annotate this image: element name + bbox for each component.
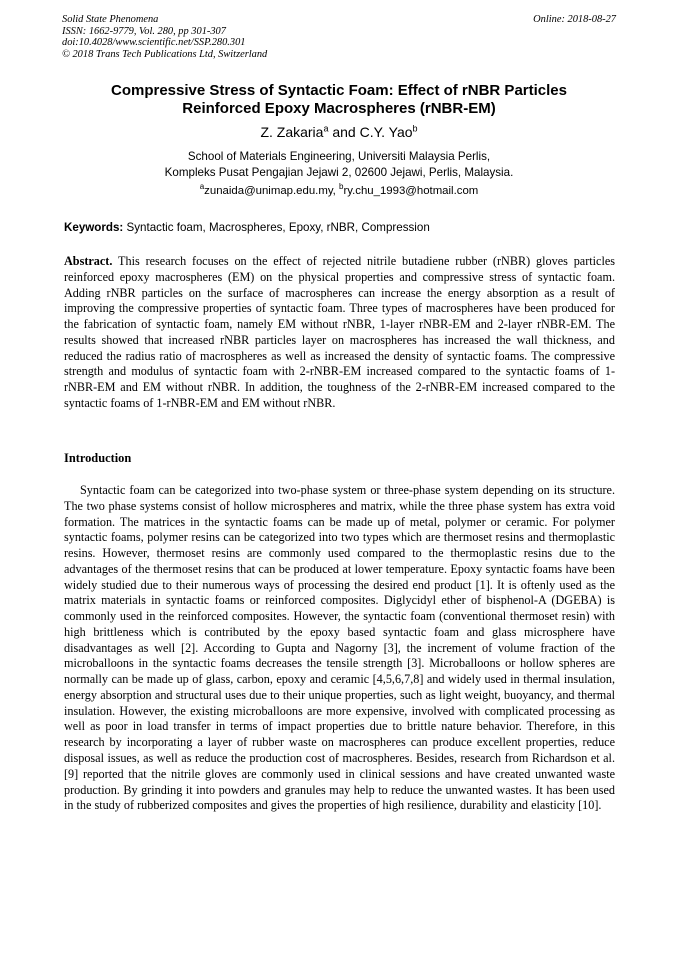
journal-copyright: © 2018 Trans Tech Publications Ltd, Switzerland <box>62 48 268 60</box>
abstract-text: This research focuses on the effect of rejected nitrile butadiene rubber (rNBR) gloves particles reinforced epoxy macrospheres (EM) on the physical properties and compressive stress of syntactic foam. Adding rNBR particles on the surface of macrospheres can increase the energy absorption as a result of improving the compressive properties of syntactic foam. Three types of macrospheres have been produced for the fabrication of syntactic foam, namely EM without rNBR, 1-layer rNBR-EM and 2-layer rNBR-EM. The results showed that increased rNBR particles layer on macrospheres has increased the wall thickness, and reduced the radius ratio of macrospheres as well as increased the density of syntactic foams. The compressive strength and modulus of syntactic foam with 2-rNBR-EM increased compared to the syntactic foams of 1-rNBR-EM and EM without rNBR. In addition, the toughness of the 2-rNBR-EM increased compared to the syntactic foams of 1-rNBR-EM and EM without rNBR. <box>64 254 615 410</box>
author-list <box>40 124 638 141</box>
keywords-label: Keywords: <box>64 221 124 234</box>
author-2: C.Y. Yao <box>359 124 413 140</box>
abstract-label: Abstract. <box>64 254 113 268</box>
abstract <box>64 254 615 412</box>
journal-doi: doi:10.4028/www.scientific.net/SSP.280.301 <box>62 37 246 49</box>
online-date: Online: 2018-08-27 <box>533 14 616 25</box>
paper-title-line-2: Reinforced Epoxy Macrospheres (rNBR-EM) <box>182 100 496 117</box>
email-b-mark: b <box>339 182 344 192</box>
journal-name: Solid State Phenomena <box>62 14 159 25</box>
author-1-affiliation-mark: a <box>323 123 329 134</box>
author-connector: and <box>328 124 360 140</box>
affiliation-line-1: School of Materials Engineering, Universiti Malaysia Perlis, <box>187 150 491 163</box>
affiliation <box>40 149 638 181</box>
introduction-paragraph: Syntactic foam can be categorized into two-phase system or three-phase system depending on its structure. The two phase systems consist of hollow microspheres and matrix, while the three phase system has extra void formation. The matrices in the syntactic foams can be made up of metal, polymer or ceramic. For polymer syntactic foams, polymer resins can be categorized into two types which are thermoset resins and thermoplastic resins. However, thermoset resins are commonly used compared to the thermoplastic resins due to the advantages of the thermoset resins that can be produced at lower temperature. Epoxy syntactic foams have been widely studied due to their numerous ways of processing the desired end product [1]. It is oftenly used as the matrix materials in syntactic foams or reinforced composites. Diglycidyl ether of bisphenol-A (DGEBA) is commonly used in the reinforced composites. However, the syntactic foam (conventional thermoset resin) with high brittleness which is contributed by the epoxy based syntactic foam and glass microsphere have disadvantages as well [2]. According to Gupta and Nagorny [3], the increment of volume fraction of the microballoons in the syntactic foams decreases the tensile strength [3]. Microballoons or hollow spheres are normally can be made up of glass, carbon, epoxy and ceramic [4,5,6,7,8] and widely used in thermal insulation, energy absorption and structural uses due to their unique properties, such as light weight, buoyancy, and thermal insulation. However, the existing microballoons are more expensive, involved with complicated processing as well as poor in load transfer in terms of impact properties due to brittle nature behavior. Therefore, in this research by incorporating a layer of rubber waste on macrospheres can produce excellent properties, reduce disposal issues, as well as reduce the production cost of macrospheres. Besides, research from Richardson et al. [9] reported that the nitrile gloves are commonly used in clinical sessions and have created unwanted waste production. By grinding it into powders and granules may help to reduce the unwanted wastes. It has been used in the study of rubberized composites and gives the properties of high resilience, durability and elasticity [10]. <box>64 483 615 813</box>
paper-title <box>40 82 638 118</box>
email-b[interactable]: ry.chu_1993@hotmail.com <box>343 185 479 197</box>
journal-header <box>62 14 616 60</box>
introduction-heading: Introduction <box>64 451 132 465</box>
keywords-text: Syntactic foam, Macrospheres, Epoxy, rNBR, Compression <box>123 221 430 234</box>
paper-title-line-1: Compressive Stress of Syntactic Foam: Effect of rNBR Particles <box>111 82 567 99</box>
affiliation-line-2: Kompleks Pusat Pengajian Jejawi 2, 02600 Jejawi, Perlis, Malaysia. <box>164 166 514 179</box>
author-emails <box>40 184 638 199</box>
email-a-mark: a <box>199 182 205 192</box>
journal-issn: ISSN: 1662-9779, Vol. 280, pp 301-307 <box>62 25 226 37</box>
email-a[interactable]: zunaida@unimap.edu.my, <box>204 185 339 197</box>
keywords <box>64 220 616 235</box>
author-1: Z. Zakaria <box>260 124 324 140</box>
author-2-affiliation-mark: b <box>412 123 418 134</box>
